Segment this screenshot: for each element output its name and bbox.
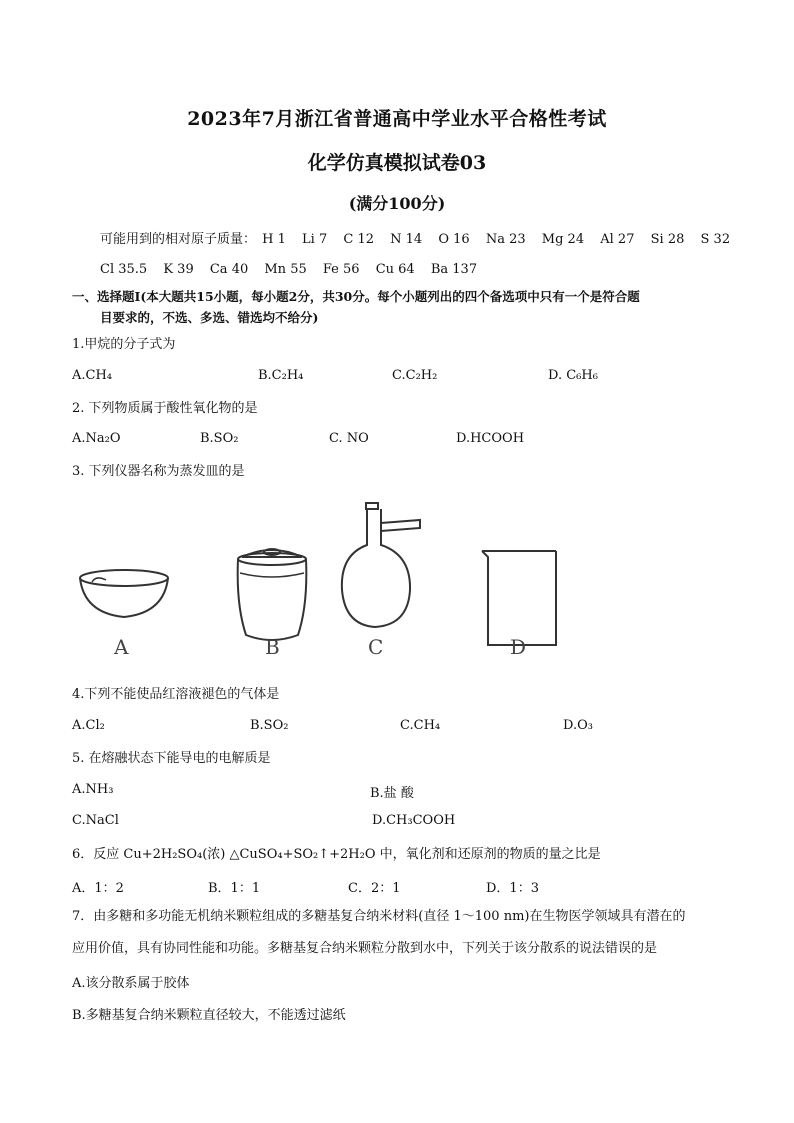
section1-instructions-cont: 目要求的，不选、多选、错选均不给分) bbox=[100, 310, 319, 325]
mass-item: Ca 40 bbox=[209, 262, 249, 277]
q1-option-a: A.CH₄ bbox=[72, 368, 113, 383]
q4-option-a: A.Cl₂ bbox=[72, 718, 105, 733]
q3-stem: 3. 下列仪器名称为蒸发皿的是 bbox=[72, 464, 245, 479]
mass-item: H 1 bbox=[262, 232, 286, 247]
q6-option-c: C．2：1 bbox=[348, 881, 401, 896]
q1-option-b: B.C₂H₄ bbox=[258, 368, 304, 383]
crucible-drawing bbox=[238, 549, 307, 640]
figure-label-c: C bbox=[368, 635, 384, 659]
q2-option-d: D.HCOOH bbox=[456, 431, 525, 446]
figure-label-b: B bbox=[265, 635, 280, 659]
q5-option-b: B.盐 酸 bbox=[370, 786, 414, 801]
mass-item: C 12 bbox=[343, 232, 375, 247]
mass-item: Cl 35.5 bbox=[100, 262, 148, 277]
atomic-masses-intro: 可能用到的相对原子质量： bbox=[100, 232, 257, 247]
figure-label-a: A bbox=[114, 635, 129, 659]
q2-option-c: C. NO bbox=[329, 431, 369, 446]
mass-item: Mg 24 bbox=[541, 232, 585, 247]
q7-option-a: A.该分散系属于胶体 bbox=[72, 976, 190, 991]
beaker-drawing bbox=[482, 551, 556, 645]
mass-item: Cu 64 bbox=[375, 262, 415, 277]
exam-subtitle: 化学仿真模拟试卷03 bbox=[307, 152, 487, 174]
q2-stem: 2. 下列物质属于酸性氧化物的是 bbox=[72, 401, 258, 416]
q4-option-c: C.CH₄ bbox=[400, 718, 441, 733]
q1-stem: 1.甲烷的分子式为 bbox=[72, 337, 176, 352]
mass-item: Fe 56 bbox=[322, 262, 360, 277]
q7-stem-line2: 应用价值，具有协同性能和功能。多糖基复合纳米颗粒分散到水中，下列关于该分散系的说法错误的是 bbox=[72, 941, 658, 956]
mass-item: Mn 55 bbox=[264, 262, 307, 277]
mass-item: Si 28 bbox=[650, 232, 685, 247]
mass-item: Li 7 bbox=[302, 232, 328, 247]
mass-item: O 16 bbox=[438, 232, 470, 247]
q6-option-a: A．1：2 bbox=[72, 881, 124, 896]
q4-stem: 4.下列不能使品红溶液褪色的气体是 bbox=[72, 687, 280, 702]
exam-title: 2023年7月浙江省普通高中学业水平合格性考试 bbox=[187, 108, 607, 130]
apparatus-figure bbox=[70, 495, 590, 665]
mass-item: Al 27 bbox=[600, 232, 635, 247]
q5-option-a: A.NH₃ bbox=[72, 782, 114, 797]
section1-instructions: 一、选择题Ⅰ(本大题共15小题，每小题2分，共30分。每个小题列出的四个备选项中只有一个是符合题 bbox=[72, 289, 640, 304]
q5-stem: 5. 在熔融状态下能导电的电解质是 bbox=[72, 751, 271, 766]
q4-option-b: B.SO₂ bbox=[250, 718, 289, 733]
figure-label-d: D bbox=[510, 635, 527, 659]
mass-item: Ba 137 bbox=[430, 262, 478, 277]
q1-option-c: C.C₂H₂ bbox=[392, 368, 438, 383]
q2-option-a: A.Na₂O bbox=[72, 431, 121, 446]
q7-stem-line1: 7．由多糖和多功能无机纳米颗粒组成的多糖基复合纳米材料(直径 1～100 nm)在生物医学领域具有潜在的 bbox=[72, 909, 686, 924]
q1-option-d: D. C₆H₆ bbox=[548, 368, 598, 383]
q5-option-c: C.NaCl bbox=[72, 813, 119, 828]
q7-option-b: B.多糖基复合纳米颗粒直径较大，不能透过滤纸 bbox=[72, 1008, 346, 1023]
mass-item: S 32 bbox=[700, 232, 731, 247]
q6-option-b: B．1：1 bbox=[208, 881, 261, 896]
q5-option-d: D.CH₃COOH bbox=[372, 813, 456, 828]
q6-stem: 6．反应 Cu+2H₂SO₄(浓) △CuSO₄+SO₂↑+2H₂O 中，氧化剂和还原剂的物质的量之比是 bbox=[72, 847, 601, 862]
q4-option-d: D.O₃ bbox=[563, 718, 593, 733]
mass-item: N 14 bbox=[390, 232, 423, 247]
mass-item: K 39 bbox=[163, 262, 194, 277]
atomic-masses-row2 bbox=[100, 261, 489, 279]
q2-option-b: B.SO₂ bbox=[200, 431, 239, 446]
q6-option-d: D．1：3 bbox=[486, 881, 539, 896]
exam-score: (满分100分) bbox=[348, 194, 446, 213]
mass-item: Na 23 bbox=[485, 232, 526, 247]
atomic-masses-row1 bbox=[100, 231, 742, 249]
evaporating-dish-drawing bbox=[80, 570, 168, 617]
distilling-flask-drawing bbox=[342, 503, 420, 627]
